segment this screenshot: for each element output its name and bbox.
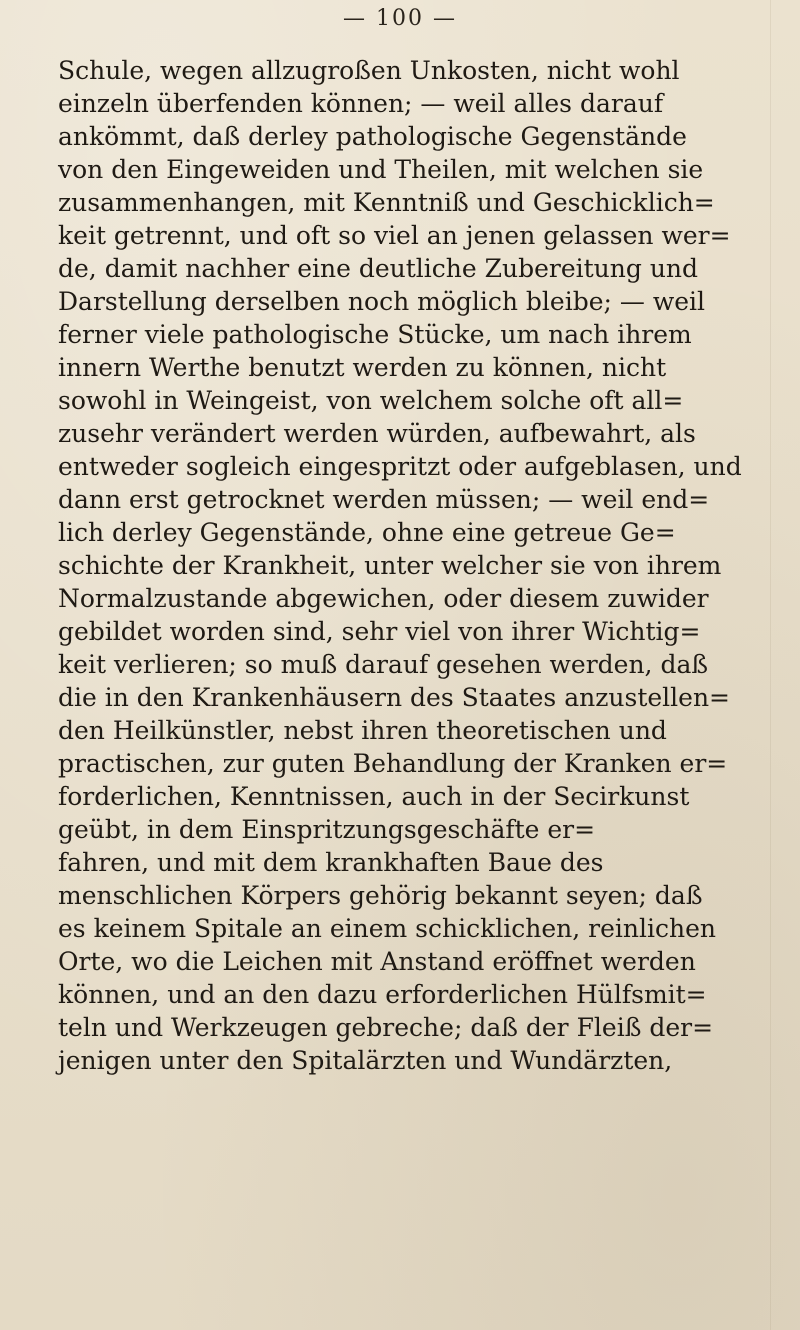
text-line: geübt, in dem Einspritzungsgeschäfte er=: [58, 815, 596, 844]
text-line: Orte, wo die Leichen mit Anstand eröffnet werden: [58, 947, 696, 976]
text-line: zusehr verändert werden würden, aufbewahrt, als: [58, 419, 696, 448]
text-line: schichte der Krankheit, unter welcher sie von ihrem: [58, 551, 722, 580]
text-line: sowohl in Weingeist, von welchem solche oft all=: [58, 386, 684, 415]
text-line: jenigen unter den Spitalärzten und Wundärzten,: [58, 1046, 673, 1075]
text-line: practischen, zur guten Behandlung der Kranken er=: [58, 749, 728, 778]
text-line: die in den Krankenhäusern des Staates anzustellen=: [58, 683, 730, 712]
text-line: keit verlieren; so muß darauf gesehen werden, daß: [58, 650, 709, 679]
text-line: Darstellung derselben noch möglich bleibe; — weil: [58, 287, 706, 316]
text-line: gebildet worden sind, sehr viel von ihrer Wichtig=: [58, 617, 701, 646]
text-line: dann erst getrocknet werden müssen; — weil end=: [58, 485, 710, 514]
text-line: keit getrennt, und oft so viel an jenen gelassen wer=: [58, 221, 731, 250]
text-line: Normalzustande abgewichen, oder diesem zuwider: [58, 584, 709, 613]
text-line: teln und Werkzeugen gebreche; daß der Fleiß der=: [58, 1013, 714, 1042]
text-line: de, damit nachher eine deutliche Zubereitung und: [58, 254, 699, 283]
text-line: forderlichen, Kenntnissen, auch in der Secirkunst: [58, 782, 690, 811]
text-line: einzeln überfenden können; — weil alles darauf: [58, 89, 664, 118]
page-number: — 100 —: [343, 6, 457, 31]
text-line: ferner viele pathologische Stücke, um nach ihrem: [58, 320, 692, 349]
text-line: fahren, und mit dem krankhaften Baue des: [58, 848, 604, 877]
text-line: entweder sogleich eingespritzt oder aufgeblasen, und: [58, 452, 742, 481]
text-line: Schule, wegen allzugroßen Unkosten, nicht wohl: [58, 56, 680, 85]
text-line: von den Eingeweiden und Theilen, mit welchen sie: [58, 155, 704, 184]
text-line: innern Werthe benutzt werden zu können, nicht: [58, 353, 667, 382]
text-line: können, und an den dazu erforderlichen Hülfsmit=: [58, 980, 707, 1009]
text-line: zusammenhangen, mit Kenntniß und Geschicklich=: [58, 188, 715, 217]
text-line: den Heilkünstler, nebst ihren theoretischen und: [58, 716, 667, 745]
page-shadow: [770, 0, 771, 1330]
text-line: ankömmt, daß derley pathologische Gegenstände: [58, 122, 687, 151]
text-line: es keinem Spitale an einem schicklichen, reinlichen: [58, 914, 716, 943]
text-line: lich derley Gegenstände, ohne eine getreue Ge=: [58, 518, 676, 547]
text-line: menschlichen Körpers gehörig bekannt seyen; daß: [58, 881, 703, 910]
